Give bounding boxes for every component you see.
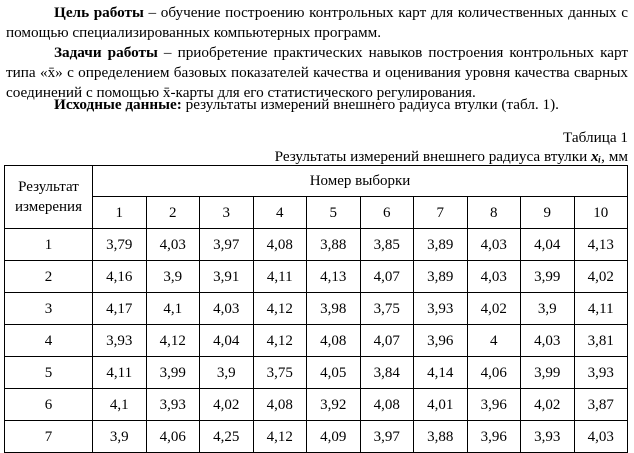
sample-number-header: 6 — [360, 197, 414, 229]
header-row-group — [5, 166, 628, 197]
source-paragraph — [6, 95, 628, 115]
tasks-paragraph — [6, 43, 628, 103]
table-row — [5, 261, 628, 293]
measurement-value-cell: 4,13 — [307, 261, 361, 293]
measurement-value-cell: 3,97 — [200, 229, 254, 261]
goal-label: Цель работы — [54, 4, 144, 21]
measurement-value-cell: 4,03 — [521, 325, 575, 357]
measurement-value-cell: 3,96 — [414, 325, 468, 357]
measurement-value-cell: 3,81 — [574, 325, 628, 357]
measurement-value-cell: 4,02 — [521, 389, 575, 421]
measurement-value-cell: 4,16 — [93, 261, 147, 293]
measurement-value-cell: 4,03 — [467, 229, 521, 261]
table-row — [5, 325, 628, 357]
table-row — [5, 293, 628, 325]
measurement-value-cell: 4,1 — [146, 293, 200, 325]
measurement-value-cell: 4,06 — [146, 421, 200, 453]
measurement-number-cell: 6 — [5, 389, 93, 421]
measurement-value-cell: 4,04 — [521, 229, 575, 261]
measurement-value-cell: 3,89 — [414, 261, 468, 293]
measurement-value-cell: 3,9 — [93, 421, 147, 453]
measurement-number-cell: 5 — [5, 357, 93, 389]
sample-number-header: 10 — [574, 197, 628, 229]
measurement-value-cell: 4,14 — [414, 357, 468, 389]
header-row-numbers — [5, 197, 628, 229]
measurement-value-cell: 3,75 — [253, 357, 307, 389]
measurement-value-cell: 4,12 — [146, 325, 200, 357]
measurement-value-cell: 4,12 — [253, 293, 307, 325]
table-row — [5, 357, 628, 389]
measurement-value-cell: 4,08 — [253, 229, 307, 261]
measurement-value-cell: 3,88 — [414, 421, 468, 453]
measurement-value-cell: 3,9 — [200, 357, 254, 389]
tasks-text: – приобретение практических навыков построения контрольных карт типа «x̄» с определением базовых показателей качества и оценивания уровня качества сварных соединений с помощью x̄-карты для его статистического регулирования. — [6, 44, 628, 101]
measurement-value-cell: 3,99 — [521, 261, 575, 293]
measurement-value-cell: 4,03 — [574, 421, 628, 453]
table-row — [5, 229, 628, 261]
measurement-value-cell: 3,99 — [146, 357, 200, 389]
measurement-value-cell: 3,97 — [360, 421, 414, 453]
measurement-value-cell: 4,02 — [467, 293, 521, 325]
measurement-value-cell: 4,02 — [574, 261, 628, 293]
measurement-value-cell: 4,12 — [253, 325, 307, 357]
measurement-value-cell: 4,08 — [253, 389, 307, 421]
source-text: результаты измерений внешнего радиуса втулки (табл. 1). — [181, 96, 559, 113]
measurement-value-cell: 4,06 — [467, 357, 521, 389]
measurement-value-cell: 3,93 — [414, 293, 468, 325]
measurements-table — [4, 165, 628, 453]
measurement-value-cell: 3,9 — [521, 293, 575, 325]
measurement-number-cell: 7 — [5, 421, 93, 453]
sample-number-header: 8 — [467, 197, 521, 229]
measurement-value-cell: 4,03 — [467, 261, 521, 293]
measurement-value-cell: 3,96 — [467, 421, 521, 453]
table-title-text: Результаты измерений внешнего радиуса втулки — [274, 148, 591, 165]
sample-number-header: 4 — [253, 197, 307, 229]
measurement-value-cell: 4,07 — [360, 325, 414, 357]
row-header-cell: Результат измерения — [5, 166, 93, 229]
measurement-value-cell: 4,07 — [360, 261, 414, 293]
measurement-number-cell: 2 — [5, 261, 93, 293]
sample-number-header: 7 — [414, 197, 468, 229]
table-row — [5, 421, 628, 453]
sample-number-header: 3 — [200, 197, 254, 229]
measurement-value-cell: 3,92 — [307, 389, 361, 421]
measurement-value-cell: 4,04 — [200, 325, 254, 357]
measurement-value-cell: 4,12 — [253, 421, 307, 453]
measurement-value-cell: 4,11 — [93, 357, 147, 389]
table-title — [275, 147, 628, 167]
measurement-value-cell: 4,1 — [93, 389, 147, 421]
measurement-value-cell: 3,93 — [93, 325, 147, 357]
measurement-value-cell: 4,03 — [200, 293, 254, 325]
measurement-value-cell: 3,75 — [360, 293, 414, 325]
measurement-value-cell: 4,11 — [574, 293, 628, 325]
table-row — [5, 389, 628, 421]
sample-number-header: 9 — [521, 197, 575, 229]
table-title-variable: xᵢ — [591, 148, 602, 165]
measurement-value-cell: 4,17 — [93, 293, 147, 325]
measurement-number-cell: 1 — [5, 229, 93, 261]
measurement-value-cell: 4,08 — [307, 325, 361, 357]
measurement-value-cell: 3,99 — [521, 357, 575, 389]
measurement-value-cell: 4,03 — [146, 229, 200, 261]
measurement-value-cell: 4,09 — [307, 421, 361, 453]
source-label: Исходные данные: — [54, 96, 182, 113]
measurement-value-cell: 3,98 — [307, 293, 361, 325]
goal-paragraph — [6, 3, 628, 43]
sample-number-header: 2 — [146, 197, 200, 229]
measurement-value-cell: 3,79 — [93, 229, 147, 261]
measurement-value-cell: 3,96 — [467, 389, 521, 421]
tasks-label: Задачи работы — [54, 44, 158, 61]
measurement-value-cell: 4,01 — [414, 389, 468, 421]
sample-number-header: 1 — [93, 197, 147, 229]
measurement-value-cell: 4,25 — [200, 421, 254, 453]
measurement-value-cell: 3,91 — [200, 261, 254, 293]
sample-number-header: 5 — [307, 197, 361, 229]
measurement-value-cell: 4,05 — [307, 357, 361, 389]
measurement-value-cell: 4,08 — [360, 389, 414, 421]
column-group-header: Номер выборки — [93, 166, 628, 197]
measurement-value-cell: 4,02 — [200, 389, 254, 421]
measurement-value-cell: 3,93 — [146, 389, 200, 421]
measurement-value-cell: 3,9 — [146, 261, 200, 293]
measurement-value-cell: 3,89 — [414, 229, 468, 261]
table-title-unit: , мм — [601, 148, 628, 165]
goal-text: – обучение построению контрольных карт для количественных данных с помощью специализированных компьютерных программ. — [6, 4, 628, 41]
measurement-value-cell: 3,88 — [307, 229, 361, 261]
measurement-value-cell: 4,13 — [574, 229, 628, 261]
measurement-value-cell: 3,84 — [360, 357, 414, 389]
measurement-number-cell: 3 — [5, 293, 93, 325]
measurement-value-cell: 4 — [467, 325, 521, 357]
table-number: Таблица 1 — [563, 129, 628, 146]
measurement-value-cell: 3,85 — [360, 229, 414, 261]
measurement-value-cell: 3,87 — [574, 389, 628, 421]
measurement-value-cell: 3,93 — [521, 421, 575, 453]
measurement-value-cell: 3,93 — [574, 357, 628, 389]
measurement-number-cell: 4 — [5, 325, 93, 357]
measurement-value-cell: 4,11 — [253, 261, 307, 293]
